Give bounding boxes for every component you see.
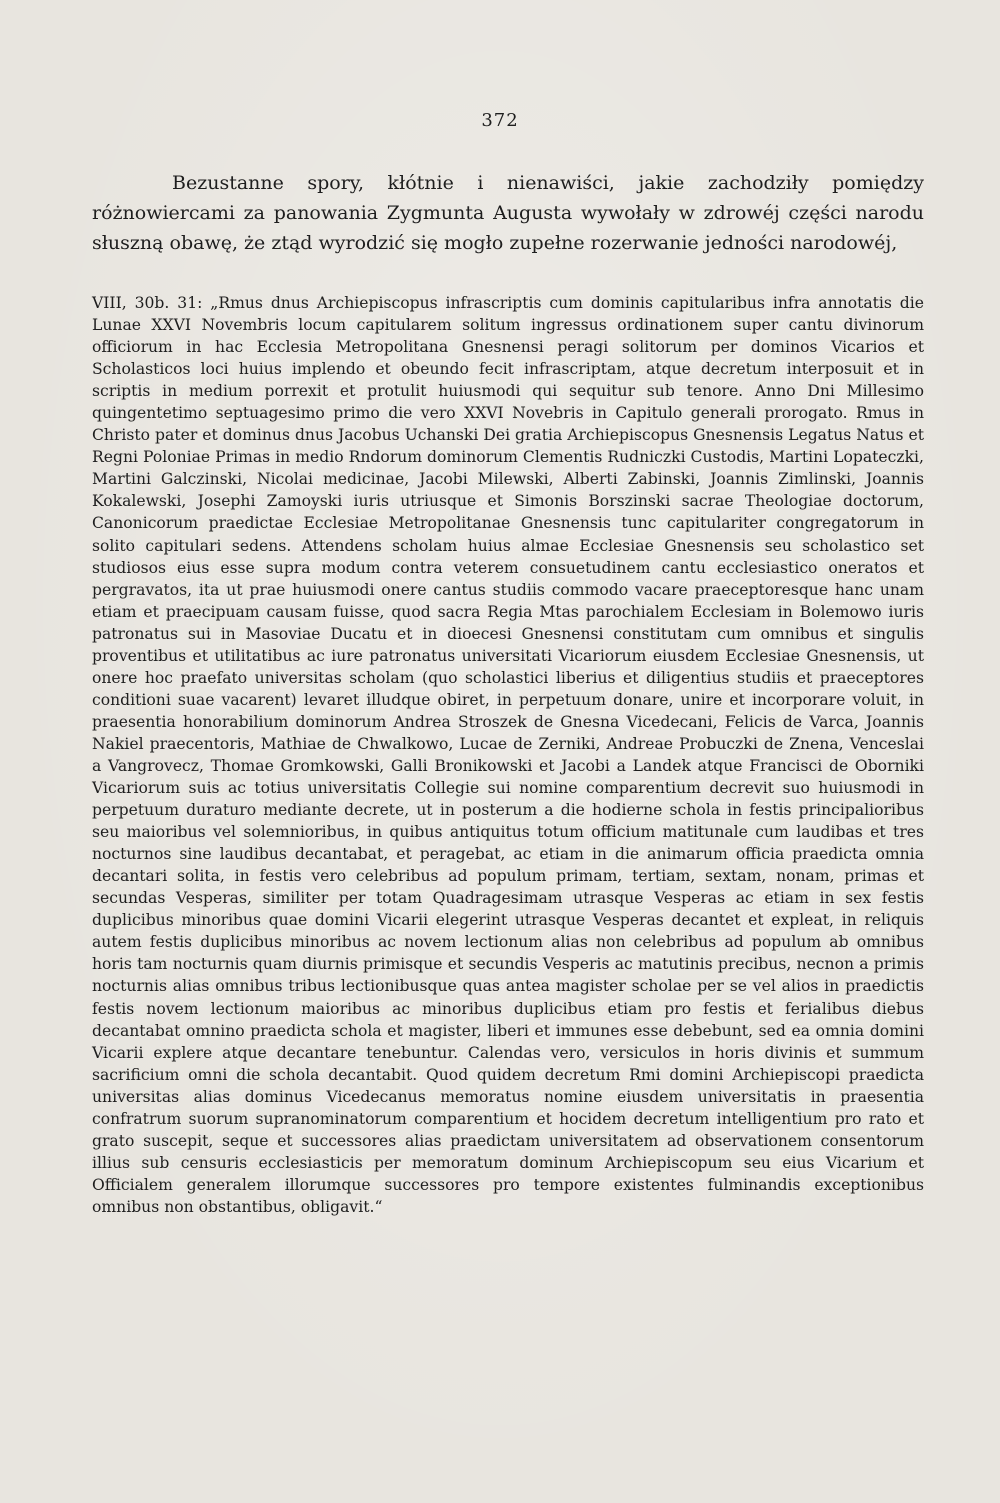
page-number: 372 <box>481 110 519 131</box>
citation-reference: VIII, 30b. 31: <box>92 294 203 312</box>
intro-paragraph: Bezustanne spory, kłótnie i nienawiści, jakie zachodziły pomiędzy różnowiercami za panowania Zygmunta Augusta wywołały w zdrowéj części narodu słuszną obawę, że ztąd wyrodzić się mogło zupełne rozerwanie jedności narodowéj, <box>92 172 924 254</box>
citation-text: „Rmus dnus Archiepiscopus infrascriptis cum dominis capitularibus infra annotatis die Lunae XXVI Novembris locum capitularem solitum ingressus ordinationem super cantu divinorum officiorum in hac Ecclesia Metropolitana Gnesnensi peragi solitorum per dominos Vicarios et Scholasticos loci huius implendo et obeundo fecit infrascriptam, atque decretum interposuit et in scriptis in medium porrexit et protulit huiusmodi qui sequitur sub tenore. Anno Dni Millesimo quingentetimo septuagesimo primo die vero XXVI Novebris in Capitulo generali prorogato. Rmus in Christo pater et dominus dnus Jacobus Uchanski Dei gratia Archiepiscopus Gnesnensis Legatus Natus et Regni Poloniae Primas in medio Rndorum dominorum Clementis Rudniczki Custodis, Martini Lopateczki, Martini Galczinski, Nicolai medicinae, Jacobi Milewski, Alberti Zabinski, Joannis Zimlinski, Joannis Kokalewski, Josephi Zamoyski iuris utriusque et Simonis Borszinski sacrae Theologiae doctorum, Canonicorum praedictae Ecclesiae Metropolitanae Gnesnensis tunc capitulariter congregatorum in solito capitulari sedens. Attendens scholam huius almae Ecclesiae Gnesnensis seu scholastico set studiosos eius esse supra modum contra veterem consuetudinem cantu ecclesiastico oneratos et pergravatos, ita ut prae huiusmodi onere cantus studiis commodo vacare praeceptoresque hanc unam etiam et praecipuam causam fuisse, quod sacra Regia Mtas parochialem Ecclesiam in Bolemowo iuris patronatus sui in Masoviae Ducatu et in dioecesi Gnesnensi constitutam cum omnibus et singulis proventibus et utilitatibus ac iure patronatus universitati Vicariorum eiusdem Ecclesiae Gnesnensis, ut onere hoc praefato universitas scholam (quo scholastici liberius et diligentius studiis et praeceptores conditioni suae vacarent) levaret illudque obiret, in perpetuum donare, unire et incorporare voluit, in praesentia honorabilium dominorum Andrea Stroszek de Gnesna Vicedecani, Felicis de Varca, Joannis Nakiel praecentoris, Mathiae de Chwalkowo, Lucae de Zerniki, Andreae Probuczki de Znena, Venceslai a Vangrovecz, Thomae Gromkowski, Galli Bronikowski et Jacobi a Landek atque Francisci de Oborniki Vicariorum suis ac totius universitatis Collegie sui nomine comparentium decrevit suo huiusmodi in perpetuum duraturo mediante decrete, ut in posterum a die hodierne schola in festis principalioribus seu maioribus vel solemnioribus, in quibus antiquitus totum officium matitunale cum laudibas et tres nocturnos sine laudibus decantabat, et peragebat, ac etiam in die animarum officia praedicta omnia decantari solita, in festis vero celebribus ad populum primam, tertiam, sextam, nonam, primas et secundas Vesperas, similiter per totam Quadragesimam utrasque Vesperas ac etiam in sex festis duplicibus minoribus quae domini Vicarii elegerint utrasque Vesperas decantet et expleat, in reliquis autem festis duplicibus minoribus ac novem lectionum alias non celebribus ad populum ab omnibus horis tam nocturnis quam diurnis primisque et secundis Vesperis ac matutinis precibus, necnon a primis nocturnis alias omnibus tribus lectionibusque quas antea magister scholae per se vel alios in praedictis festis novem lectionum maioribus ac minoribus duplicibus etiam pro festis et ferialibus diebus decantabat omnino praedicta schola et magister, liberi et immunes esse debebunt, sed ea omnia domini Vicarii explere atque decantare tenebuntur. Calendas vero, versiculos in horis divinis et summum sacrificium omni die schola decantabit. Quod quidem decretum Rmi domini Archiepiscopi praedicta universitas alias dominus Vicedecanus memoratus nomine eiusdem universitatis in praesentia confratrum suorum supranominatorum comparentium et hocidem decretum intelligentium pro rato et grato suscepit, seque et successores alias praedictam universitatem ad observationem consentorum illius sub censuris ecclesiasticis per memoratum dominum Archiepiscopum seu eius Vicarium et Officialem generalem illorumque successores pro tempore existentes fulminandis exceptionibus omnibus non obstantibus, obligavit.“ <box>92 294 924 1216</box>
citation-footnote <box>92 292 924 1218</box>
